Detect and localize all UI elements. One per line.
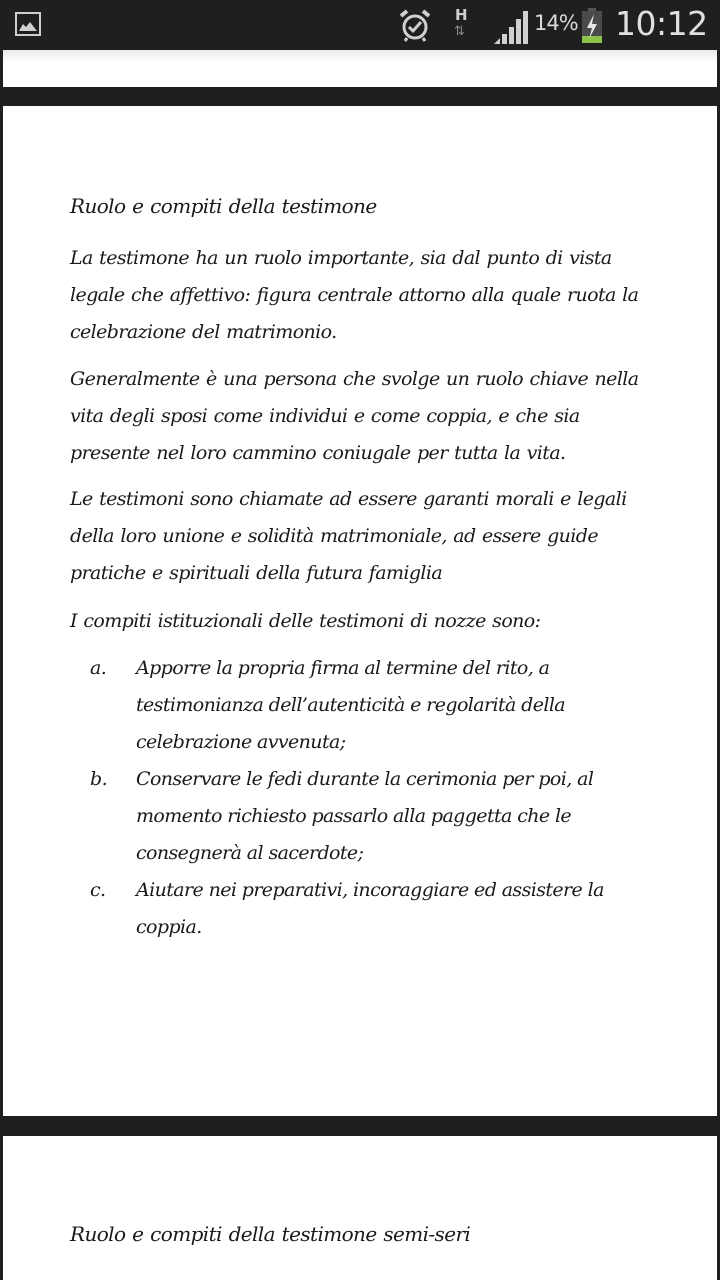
- network-type-label: H: [455, 6, 468, 24]
- list-item-text: Apporre la propria firma al termine del rito, a testimonianza dell’autenticità e regolarità della celebrazione avvenuta;: [136, 657, 566, 753]
- paragraph: Le testimoni sono chiamate ad essere garanti morali e legali della loro unione e solidità matrimoniale, ad essere guide pratiche e spirituali della futura famiglia: [70, 488, 627, 584]
- battery-charging-icon: [581, 8, 603, 48]
- list-marker: c.: [90, 879, 106, 901]
- gallery-notification-icon: [15, 12, 41, 36]
- previous-page-fragment: [3, 50, 717, 87]
- battery-percent: 14%: [534, 11, 578, 35]
- list-item-text: Aiutare nei preparativi, incoraggiare ed assistere la coppia.: [136, 879, 604, 938]
- alarm-icon: [398, 8, 432, 46]
- next-document-page: [3, 1136, 717, 1280]
- paragraph: Generalmente è una persona che svolge un ruolo chiave nella vita degli sposi come individui e come coppia, e che sia presente nel loro cammino coniugale per tutta la vita.: [70, 368, 639, 464]
- list-item: [90, 761, 660, 872]
- signal-icon: [494, 10, 530, 48]
- list-item-text: Conservare le fedi durante la cerimonia per poi, al momento richiesto passarlo alla paggetta che le consegnerà al sacerdote;: [136, 768, 594, 864]
- status-bar: [0, 0, 720, 50]
- clock: 10:12: [615, 4, 708, 43]
- paragraph: I compiti istituzionali delle testimoni di nozze sono:: [70, 610, 541, 632]
- list-item: [90, 650, 660, 761]
- data-arrows-icon: ⇅: [454, 24, 462, 39]
- list-item: [90, 872, 660, 946]
- section-heading: Ruolo e compiti della testimone: [70, 194, 377, 218]
- list-marker: a.: [90, 657, 107, 679]
- paragraph: La testimone ha un ruolo importante, sia dal punto di vista legale che affettivo: figura centrale attorno alla quale ruota la celebrazione del matrimonio.: [70, 247, 639, 343]
- duties-list: [90, 650, 660, 946]
- section-heading: Ruolo e compiti della testimone semi-seri: [70, 1222, 471, 1246]
- document-page: [3, 106, 717, 1116]
- list-marker: b.: [90, 768, 108, 790]
